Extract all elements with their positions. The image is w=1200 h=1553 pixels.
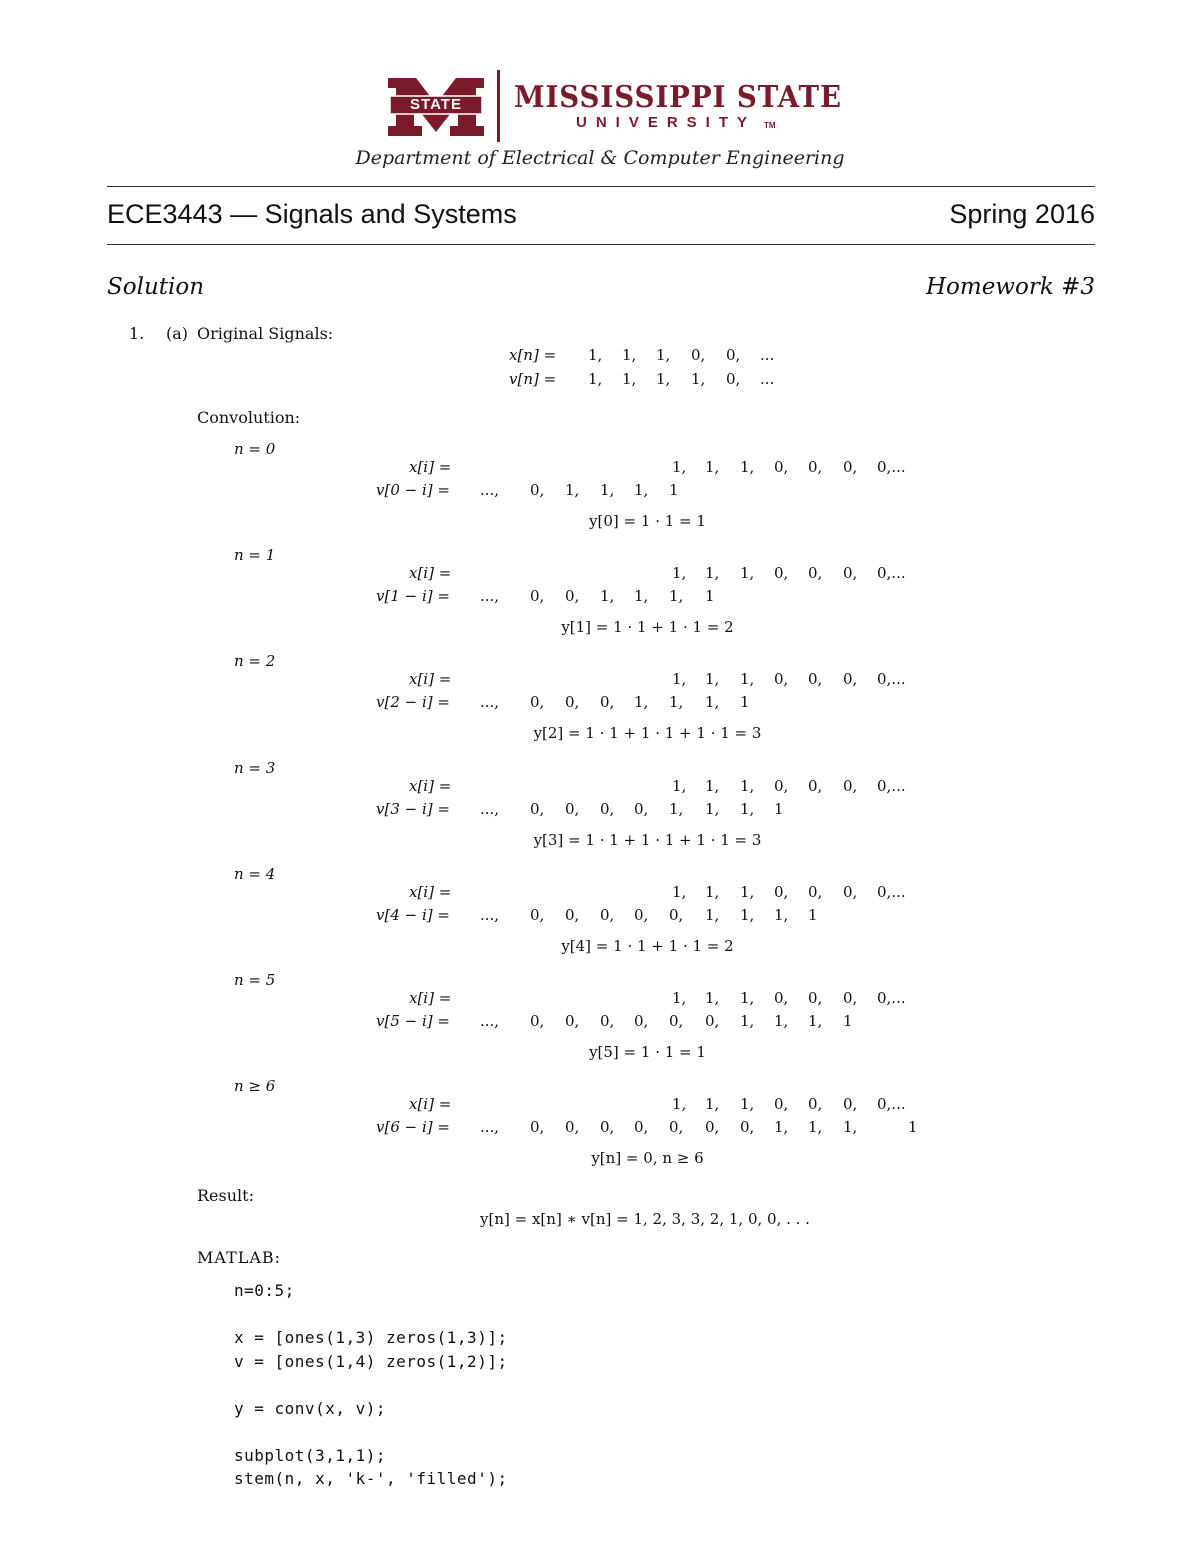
v-shift-value: 1, — [634, 481, 649, 499]
step-result: y[2] = 1 · 1 + 1 · 1 + 1 · 1 = 3 — [533, 724, 762, 742]
university-name: MISSISSIPPI STATE — [514, 80, 842, 115]
v-shift-value: 0, — [565, 1118, 580, 1136]
v-signal-value: 1, — [656, 370, 671, 388]
department-name: Department of Electrical & Computer Engineering — [355, 147, 845, 169]
v-shift-value: 0, — [634, 1012, 649, 1030]
x-i-value: 0,... — [877, 777, 906, 795]
x-i-value: 0, — [808, 670, 823, 688]
x-i-value: 1, — [672, 564, 687, 582]
x-i-value: 1, — [672, 458, 687, 476]
trademark: TM — [764, 121, 776, 130]
v-shift-lhs: v[2 − i] = — [376, 693, 450, 711]
x-i-value: 0, — [808, 777, 823, 795]
x-i-value: 0,... — [877, 1095, 906, 1113]
step-result: y[0] = 1 · 1 = 1 — [589, 512, 706, 530]
x-i-value: 1, — [740, 458, 755, 476]
x-i-value: 1, — [740, 1095, 755, 1113]
part-title: Original Signals: — [197, 324, 334, 343]
v-shift-value: 0, — [565, 693, 580, 711]
x-i-value: 0, — [774, 564, 789, 582]
code-line: n=0:5; — [234, 1281, 295, 1300]
problem-part: (a) — [166, 324, 189, 343]
logo-divider — [497, 70, 500, 142]
x-i-value: 1, — [672, 670, 687, 688]
v-shift-value: 1, — [774, 906, 789, 924]
v-shift-value: 0, — [600, 693, 615, 711]
step-result: y[4] = 1 · 1 + 1 · 1 = 2 — [561, 937, 734, 955]
x-i-value: 1, — [705, 883, 720, 901]
x-i-value: 0, — [774, 883, 789, 901]
v-shift-value: 0, — [740, 1118, 755, 1136]
x-i-lhs: x[i] = — [409, 777, 452, 795]
x-i-value: 0, — [843, 777, 858, 795]
x-i-value: 0, — [843, 989, 858, 1007]
x-signal-value: ... — [760, 346, 775, 364]
x-signal-value: 0, — [726, 346, 741, 364]
x-i-value: 1, — [705, 989, 720, 1007]
result-equation: y[n] = x[n] ∗ v[n] = 1, 2, 3, 3, 2, 1, 0, 0, . . . — [480, 1210, 810, 1228]
v-shift-value: 0, — [669, 1012, 684, 1030]
x-i-value: 0, — [843, 670, 858, 688]
code-line: v = [ones(1,4) zeros(1,2)]; — [234, 1352, 508, 1371]
v-shift-value: 1 — [669, 481, 679, 499]
v-shift-value: 1, — [705, 693, 720, 711]
v-shift-value: 1, — [843, 1118, 858, 1136]
term: Spring 2016 — [949, 199, 1095, 229]
x-i-lhs: x[i] = — [409, 564, 452, 582]
v-shift-value: 1, — [808, 1118, 823, 1136]
code-line: stem(n, x, 'k-', 'filled'); — [234, 1469, 508, 1488]
v-shift-value: 1, — [634, 587, 649, 605]
x-i-value: 1, — [740, 777, 755, 795]
x-i-value: 0, — [774, 458, 789, 476]
x-i-value: 0,... — [877, 670, 906, 688]
v-signal-value: 1, — [691, 370, 706, 388]
step-n-label: n = 5 — [234, 971, 276, 989]
v-shift-value: 0, — [600, 906, 615, 924]
header-top-rule — [107, 186, 1095, 187]
header-bottom-rule — [107, 244, 1095, 245]
x-i-value: 1, — [740, 989, 755, 1007]
convolution-label: Convolution: — [197, 408, 301, 427]
v-signal-lhs: v[n] = — [509, 370, 557, 388]
x-i-value: 0, — [808, 564, 823, 582]
v-signal-value: 0, — [726, 370, 741, 388]
v-shift-value: 0, — [530, 587, 545, 605]
step-n-label: n = 4 — [234, 865, 276, 883]
v-shift-value: 0, — [669, 1118, 684, 1136]
x-signal-value: 0, — [691, 346, 706, 364]
matlab-label-text: MATLAB: — [197, 1248, 282, 1267]
x-i-lhs: x[i] = — [409, 458, 452, 476]
x-signal-lhs: x[n] = — [509, 346, 557, 364]
v-shift-lhs: v[0 − i] = — [376, 481, 450, 499]
v-shift-value: ..., — [480, 1118, 500, 1136]
v-shift-value: ..., — [480, 693, 500, 711]
v-shift-value: ..., — [480, 481, 500, 499]
v-shift-value: 0, — [705, 1118, 720, 1136]
v-shift-lhs: v[6 − i] = — [376, 1118, 450, 1136]
step-n-label: n = 2 — [234, 652, 276, 670]
x-i-value: 1, — [672, 883, 687, 901]
x-i-value: 1, — [705, 458, 720, 476]
x-i-value: 0, — [774, 1095, 789, 1113]
v-shift-value: 1, — [600, 587, 615, 605]
x-i-value: 0, — [774, 670, 789, 688]
v-shift-value: 0, — [634, 906, 649, 924]
doc-type: Solution — [107, 274, 205, 300]
x-i-value: 0, — [808, 458, 823, 476]
x-i-value: 0, — [808, 989, 823, 1007]
x-i-value: 0,... — [877, 883, 906, 901]
v-shift-value: 0, — [705, 1012, 720, 1030]
v-shift-value: 1, — [740, 1012, 755, 1030]
x-i-value: 0,... — [877, 989, 906, 1007]
x-i-value: 0, — [808, 1095, 823, 1113]
v-shift-value: ..., — [480, 587, 500, 605]
v-shift-value: 0, — [565, 587, 580, 605]
step-n-label: n = 0 — [234, 440, 276, 458]
x-i-value: 0, — [843, 564, 858, 582]
v-shift-lhs: v[5 − i] = — [376, 1012, 450, 1030]
v-shift-value: 0, — [530, 693, 545, 711]
code-line: y = conv(x, v); — [234, 1399, 386, 1418]
university-sub: UNIVERSITY — [576, 114, 757, 131]
v-shift-value: 1, — [565, 481, 580, 499]
v-shift-value: 0, — [634, 800, 649, 818]
step-result: y[5] = 1 · 1 = 1 — [589, 1043, 706, 1061]
v-shift-value: 1, — [740, 800, 755, 818]
logo-wordmark: STATE — [410, 96, 462, 113]
x-i-value: 0, — [774, 989, 789, 1007]
x-i-value: 0, — [843, 883, 858, 901]
v-shift-value: 1, — [669, 693, 684, 711]
x-i-value: 0, — [843, 1095, 858, 1113]
step-result: y[3] = 1 · 1 + 1 · 1 + 1 · 1 = 3 — [533, 831, 762, 849]
v-signal-value: ... — [760, 370, 775, 388]
x-i-lhs: x[i] = — [409, 883, 452, 901]
v-shift-value: ..., — [480, 1012, 500, 1030]
x-i-value: 1, — [740, 564, 755, 582]
v-shift-lhs: v[1 − i] = — [376, 587, 450, 605]
v-signal-value: 1, — [588, 370, 603, 388]
v-shift-value: 0, — [565, 906, 580, 924]
x-i-value: 0,... — [877, 564, 906, 582]
problem-number: 1. — [129, 324, 145, 343]
v-shift-value: ..., — [480, 800, 500, 818]
x-i-lhs: x[i] = — [409, 989, 452, 1007]
step-result: y[1] = 1 · 1 + 1 · 1 = 2 — [561, 618, 734, 636]
v-shift-value: 1 — [908, 1118, 918, 1136]
v-shift-lhs: v[3 − i] = — [376, 800, 450, 818]
x-i-lhs: x[i] = — [409, 670, 452, 688]
v-shift-value: 1, — [600, 481, 615, 499]
x-i-value: 0, — [843, 458, 858, 476]
x-i-value: 1, — [740, 670, 755, 688]
assignment-label: Homework #3 — [925, 274, 1095, 300]
v-shift-value: 1, — [774, 1012, 789, 1030]
step-n-label: n ≥ 6 — [234, 1077, 276, 1095]
x-i-value: 1, — [705, 777, 720, 795]
v-shift-value: 1 — [808, 906, 818, 924]
x-i-value: 1, — [672, 989, 687, 1007]
x-i-value: 1, — [672, 1095, 687, 1113]
course-title: ECE3443 — Signals and Systems — [107, 199, 517, 229]
code-line: x = [ones(1,3) zeros(1,3)]; — [234, 1328, 508, 1347]
x-i-value: 1, — [672, 777, 687, 795]
x-signal-value: 1, — [656, 346, 671, 364]
x-signal-value: 1, — [622, 346, 637, 364]
v-shift-lhs: v[4 − i] = — [376, 906, 450, 924]
x-i-value: 1, — [740, 883, 755, 901]
v-shift-value: 1, — [808, 1012, 823, 1030]
v-shift-value: 1 — [705, 587, 715, 605]
x-i-value: 1, — [705, 670, 720, 688]
x-i-lhs: x[i] = — [409, 1095, 452, 1113]
v-shift-value: 1, — [705, 906, 720, 924]
v-shift-value: 1, — [634, 693, 649, 711]
step-n-label: n = 3 — [234, 759, 276, 777]
v-shift-value: 1 — [740, 693, 750, 711]
v-shift-value: 0, — [530, 800, 545, 818]
x-i-value: 1, — [705, 1095, 720, 1113]
v-shift-value: 0, — [565, 1012, 580, 1030]
v-shift-value: 0, — [600, 1012, 615, 1030]
v-shift-value: 1, — [740, 906, 755, 924]
v-shift-value: 0, — [530, 906, 545, 924]
v-shift-value: 1 — [774, 800, 784, 818]
x-signal-value: 1, — [588, 346, 603, 364]
v-shift-value: 0, — [530, 1118, 545, 1136]
x-i-value: 1, — [705, 564, 720, 582]
v-shift-value: ..., — [480, 906, 500, 924]
v-shift-value: 1 — [843, 1012, 853, 1030]
x-i-value: 0,... — [877, 458, 906, 476]
step-result: y[n] = 0, n ≥ 6 — [591, 1149, 704, 1167]
v-shift-value: 0, — [634, 1118, 649, 1136]
v-shift-value: 1, — [705, 800, 720, 818]
v-shift-value: 0, — [600, 1118, 615, 1136]
v-shift-value: 0, — [565, 800, 580, 818]
v-signal-value: 1, — [622, 370, 637, 388]
v-shift-value: 0, — [600, 800, 615, 818]
v-shift-value: 1, — [669, 800, 684, 818]
v-shift-value: 1, — [669, 587, 684, 605]
v-shift-value: 1, — [774, 1118, 789, 1136]
result-label: Result: — [197, 1186, 254, 1205]
v-shift-value: 0, — [530, 1012, 545, 1030]
matlab-label — [197, 1248, 281, 1267]
code-line: subplot(3,1,1); — [234, 1446, 386, 1465]
x-i-value: 0, — [774, 777, 789, 795]
x-i-value: 0, — [808, 883, 823, 901]
v-shift-value: 0, — [530, 481, 545, 499]
step-n-label: n = 1 — [234, 546, 276, 564]
v-shift-value: 0, — [669, 906, 684, 924]
